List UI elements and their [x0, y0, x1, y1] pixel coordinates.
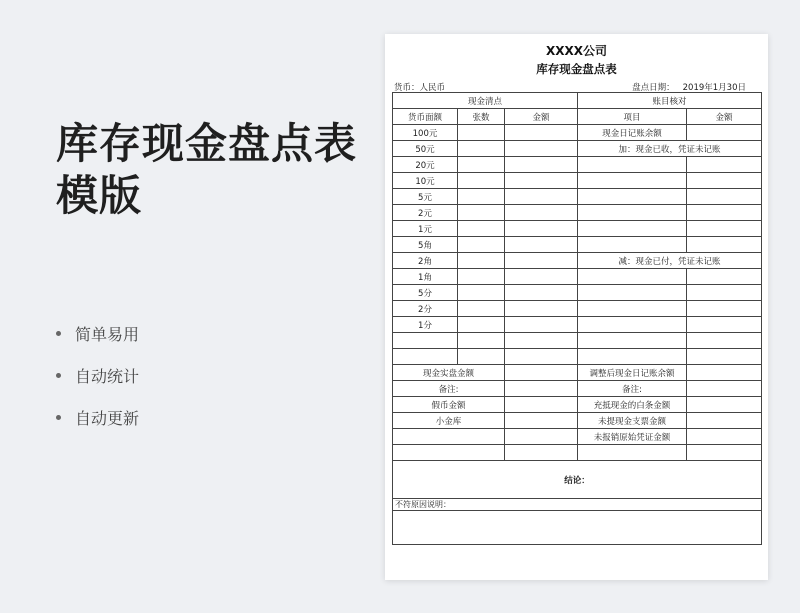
count-cell — [458, 269, 505, 285]
bullet-icon — [56, 373, 61, 378]
denomination-row — [393, 221, 762, 237]
summary-right-value — [687, 381, 762, 397]
summary-right-value — [687, 365, 762, 381]
document-preview — [385, 34, 768, 580]
denomination-cell: 5角 — [393, 237, 458, 253]
item-amount-cell — [687, 189, 762, 205]
denomination-cell: 2角 — [393, 253, 458, 269]
count-cell — [458, 157, 505, 173]
count-cell — [458, 317, 505, 333]
summary-row — [393, 445, 762, 461]
count-cell — [458, 237, 505, 253]
denomination-row — [393, 125, 762, 141]
denomination-row — [393, 189, 762, 205]
count-cell — [458, 221, 505, 237]
group-header-row — [393, 93, 762, 109]
summary-left-value — [505, 381, 578, 397]
count-cell — [458, 301, 505, 317]
bullet-icon — [56, 415, 61, 420]
denomination-row — [393, 333, 762, 349]
summary-left-value — [505, 365, 578, 381]
denomination-cell: 1角 — [393, 269, 458, 285]
denomination-row — [393, 141, 762, 157]
company-name: XXXX公司 — [545, 44, 607, 58]
item-cell: 减：现金已付，凭证未记账 — [578, 253, 762, 269]
denomination-row — [393, 237, 762, 253]
col-count-header: 张数 — [458, 109, 505, 125]
summary-left-value — [505, 413, 578, 429]
summary-right-label: 未报销原始凭证金额 — [578, 429, 687, 445]
reason-row — [393, 499, 762, 511]
count-cell — [458, 333, 505, 349]
count-cell — [458, 349, 505, 365]
denomination-cell: 1元 — [393, 221, 458, 237]
count-cell — [458, 205, 505, 221]
item-cell — [578, 333, 687, 349]
promo-title: 库存现金盘点表模版 — [56, 119, 358, 220]
denomination-cell: 5分 — [393, 285, 458, 301]
item-amount-cell — [687, 285, 762, 301]
item-amount-cell — [687, 333, 762, 349]
item-cell — [578, 173, 687, 189]
amount-cell — [505, 141, 578, 157]
item-amount-cell — [687, 317, 762, 333]
item-amount-cell — [687, 173, 762, 189]
denomination-cell: 20元 — [393, 157, 458, 173]
item-amount-cell — [687, 125, 762, 141]
item-amount-cell — [687, 349, 762, 365]
feature-label: 简单易用 — [75, 324, 140, 344]
summary-right-value — [687, 445, 762, 461]
amount-cell — [505, 189, 578, 205]
summary-right-label: 调整后现金日记账余额 — [578, 365, 687, 381]
denomination-cell — [393, 333, 458, 349]
date-label: 盘点日期： — [632, 83, 675, 93]
denomination-row — [393, 285, 762, 301]
denomination-cell: 10元 — [393, 173, 458, 189]
amount-cell — [505, 221, 578, 237]
summary-right-value — [687, 397, 762, 413]
denomination-cell: 2分 — [393, 301, 458, 317]
item-cell — [578, 221, 687, 237]
col-denomination-header: 货币面额 — [393, 109, 458, 125]
item-cell — [578, 237, 687, 253]
item-cell — [578, 349, 687, 365]
denomination-row — [393, 301, 762, 317]
promo-panel — [0, 0, 380, 613]
reason-label: 不符原因说明： — [393, 499, 762, 511]
summary-left-label — [393, 445, 505, 461]
count-cell — [458, 189, 505, 205]
summary-right-label: 备注: — [578, 381, 687, 397]
summary-row — [393, 381, 762, 397]
summary-row — [393, 413, 762, 429]
summary-row — [393, 429, 762, 445]
denomination-row — [393, 317, 762, 333]
currency-label: 货币：人民币 — [394, 83, 446, 93]
item-amount-cell — [687, 205, 762, 221]
summary-left-label: 备注: — [393, 381, 505, 397]
date-value: 2019年1月30日 — [682, 83, 746, 93]
feature-item — [56, 396, 139, 438]
col-amount-header: 金额 — [505, 109, 578, 125]
item-cell — [578, 269, 687, 285]
amount-cell — [505, 253, 578, 269]
amount-cell — [505, 301, 578, 317]
reason-blank-row — [393, 511, 762, 545]
cash-count-table — [392, 92, 762, 545]
summary-left-value — [505, 397, 578, 413]
col-item-header: 项目 — [578, 109, 687, 125]
amount-cell — [505, 349, 578, 365]
item-cell: 现金日记账余额 — [578, 125, 687, 141]
denomination-row — [393, 269, 762, 285]
group-cash-header: 现金清点 — [393, 93, 578, 109]
denomination-row — [393, 349, 762, 365]
denomination-row — [393, 173, 762, 189]
denomination-cell: 5元 — [393, 189, 458, 205]
summary-left-value — [505, 429, 578, 445]
denomination-row — [393, 253, 762, 269]
item-cell — [578, 157, 687, 173]
item-cell — [578, 189, 687, 205]
feature-label: 自动更新 — [75, 408, 140, 428]
item-amount-cell — [687, 237, 762, 253]
denomination-row — [393, 205, 762, 221]
group-ledger-header: 账目核对 — [578, 93, 762, 109]
item-amount-cell — [687, 269, 762, 285]
item-amount-cell — [687, 157, 762, 173]
feature-item — [56, 354, 139, 396]
count-cell — [458, 141, 505, 157]
summary-row — [393, 365, 762, 381]
feature-list — [56, 312, 139, 438]
denomination-cell — [393, 349, 458, 365]
item-cell — [578, 301, 687, 317]
feature-item — [56, 312, 139, 354]
summary-right-value — [687, 429, 762, 445]
bullet-icon — [56, 331, 61, 336]
denomination-cell: 50元 — [393, 141, 458, 157]
amount-cell — [505, 237, 578, 253]
item-cell — [578, 205, 687, 221]
column-header-row — [393, 109, 762, 125]
summary-row — [393, 397, 762, 413]
count-cell — [458, 173, 505, 189]
summary-left-label: 假币金额 — [393, 397, 505, 413]
amount-cell — [505, 157, 578, 173]
summary-left-label: 现金实盘金额 — [393, 365, 505, 381]
amount-cell — [505, 173, 578, 189]
denomination-cell: 100元 — [393, 125, 458, 141]
amount-cell — [505, 285, 578, 301]
feature-label: 自动统计 — [75, 366, 140, 386]
item-cell — [578, 317, 687, 333]
summary-right-value — [687, 413, 762, 429]
item-amount-cell — [687, 221, 762, 237]
item-cell — [578, 285, 687, 301]
summary-left-label — [393, 429, 505, 445]
denomination-cell: 1分 — [393, 317, 458, 333]
col-item-amount-header: 金额 — [687, 109, 762, 125]
document-title: 库存现金盘点表 — [536, 62, 617, 76]
summary-left-value — [505, 445, 578, 461]
count-cell — [458, 253, 505, 269]
count-cell — [458, 285, 505, 301]
reason-blank-cell — [393, 511, 762, 545]
conclusion-label: 结论： — [393, 461, 762, 499]
denomination-row — [393, 157, 762, 173]
summary-right-label: 未提现金支票金额 — [578, 413, 687, 429]
summary-left-label: 小金库 — [393, 413, 505, 429]
denomination-cell: 2元 — [393, 205, 458, 221]
summary-right-label — [578, 445, 687, 461]
item-amount-cell — [687, 301, 762, 317]
amount-cell — [505, 317, 578, 333]
amount-cell — [505, 269, 578, 285]
summary-right-label: 充抵现金的白条金额 — [578, 397, 687, 413]
count-cell — [458, 125, 505, 141]
amount-cell — [505, 205, 578, 221]
item-cell: 加：现金已收，凭证未记账 — [578, 141, 762, 157]
amount-cell — [505, 125, 578, 141]
amount-cell — [505, 333, 578, 349]
conclusion-row — [393, 461, 762, 499]
